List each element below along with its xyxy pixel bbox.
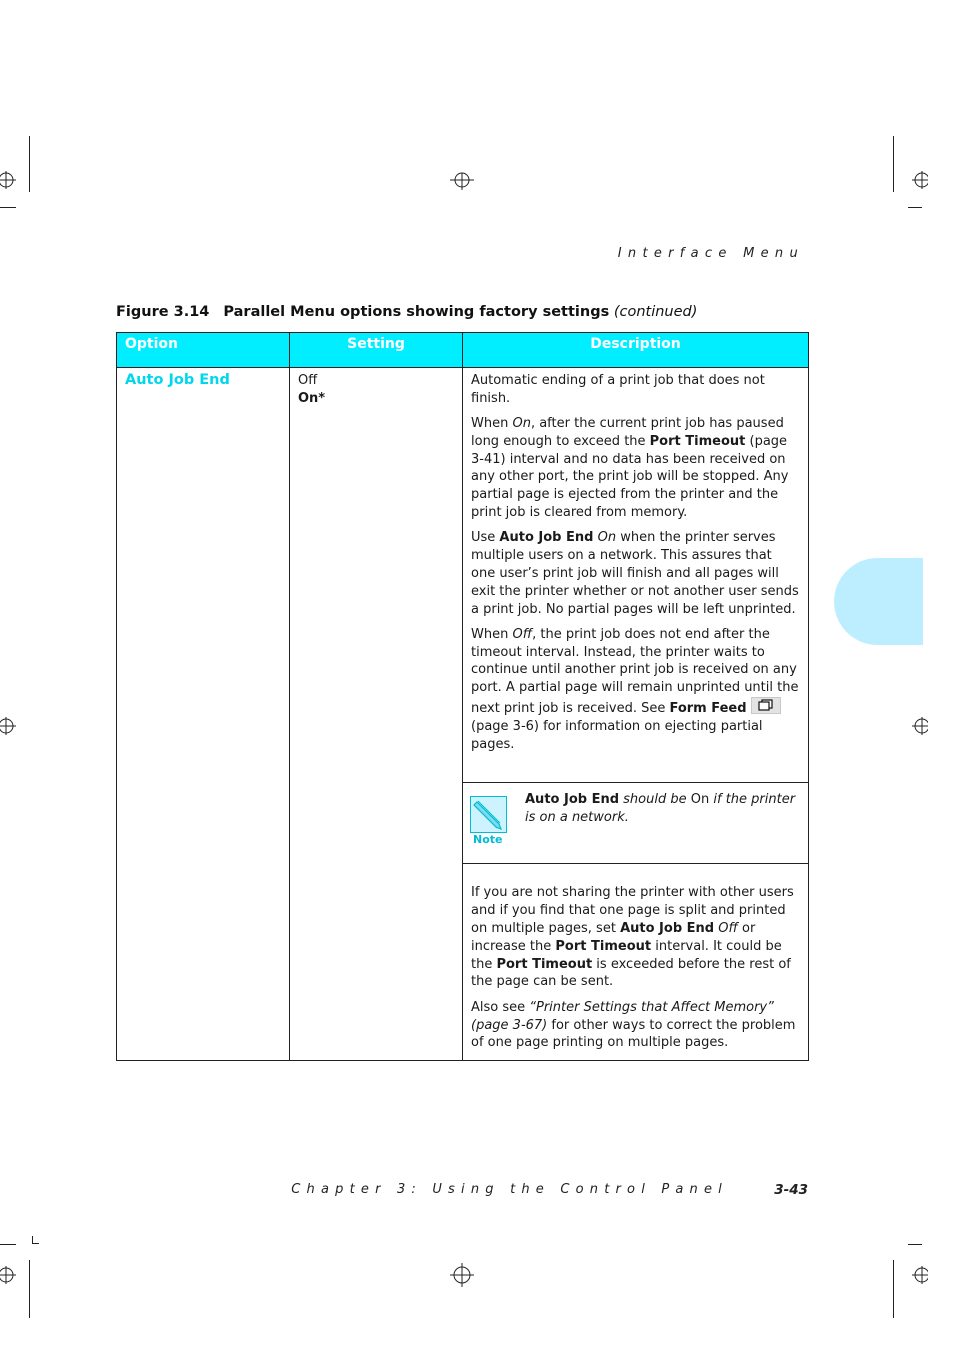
figure-caption [116,304,697,320]
registration-crosshair-icon [0,1264,22,1286]
table-header-row [117,333,809,368]
chapter-tab-mark [834,558,923,645]
note-box [463,782,808,864]
registration-crosshair-icon [450,170,472,192]
note-label: Note [473,833,503,847]
note-text: Auto Job End should be On if the printer is on a network. [525,792,796,826]
registration-crosshair-icon [450,1263,472,1285]
crop-mark [893,1260,894,1318]
footer-chapter: Chapter 3: Using the Control Panel [291,1182,728,1197]
form-feed-key-icon [751,697,781,714]
figure-number: Figure 3.14 [116,304,210,320]
registration-crosshair-icon [0,169,22,191]
desc-paragraph: When On, after the current print job has paused long enough to exceed the Port Timeout (page 3-41) interval and no data has been received on any other port, the print job will be stopped. Any partial page is ejected from the printer and the print job is cleared from memory. [471,416,789,521]
crop-mark [0,1244,16,1245]
figure-suffix: (continued) [613,304,698,320]
desc-paragraph: If you are not sharing the printer with other users and if you find that one page is split and printed on multiple pages, set Auto Job End Off or increase the Port Timeout interval. It could be the Port Timeout is exceeded before the rest of the page can be sent. [471,885,794,990]
crop-mark [0,207,16,208]
page-number: 3-43 [774,1182,808,1198]
registration-crosshair-icon [0,715,22,737]
desc-paragraph: Automatic ending of a print job that does not finish. [471,373,765,406]
crop-mark [32,1243,39,1244]
table-row [117,368,809,1061]
option-cell [117,368,290,1061]
option-name: Auto Job End [125,372,230,388]
crop-mark [908,1244,922,1245]
figure-title: Parallel Menu options showing factory settings [223,304,610,320]
header-setting: Setting [290,333,463,368]
description-cell [463,368,809,1061]
crop-mark [908,207,922,208]
desc-paragraph: When Off, the print job does not end after the timeout interval. Instead, the printer waits to continue until another print job is received on any port. A partial page will remain unprinted until the next print job is received. See Form Feed (page 3-6) for information on ejecting partial pages. [471,626,799,752]
setting-off: Off [298,373,318,388]
desc-paragraph: Use Auto Job End On when the printer serves multiple users on a network. This assures that one user’s print job will finish and all pages will exit the printer whether or not another user sends a print job. No partial pages will be left unprinted. [471,530,799,617]
registration-crosshair-icon [906,715,928,737]
running-head: Interface Menu [617,246,804,261]
registration-crosshair-icon [906,1264,928,1286]
note-pencil-icon [470,796,507,833]
desc-paragraph: Also see “Printer Settings that Affect Memory” (page 3-67) for other ways to correct the problem of one page printing on multiple pages. [471,999,796,1051]
registration-crosshair-icon [906,169,928,191]
parallel-menu-table [116,332,809,1061]
header-option: Option [117,333,290,368]
crop-mark [29,1260,30,1318]
setting-on-default: On* [298,391,326,406]
crop-mark [893,136,894,192]
header-description: Description [463,333,809,368]
crop-mark [29,136,30,192]
setting-cell [290,368,463,1061]
